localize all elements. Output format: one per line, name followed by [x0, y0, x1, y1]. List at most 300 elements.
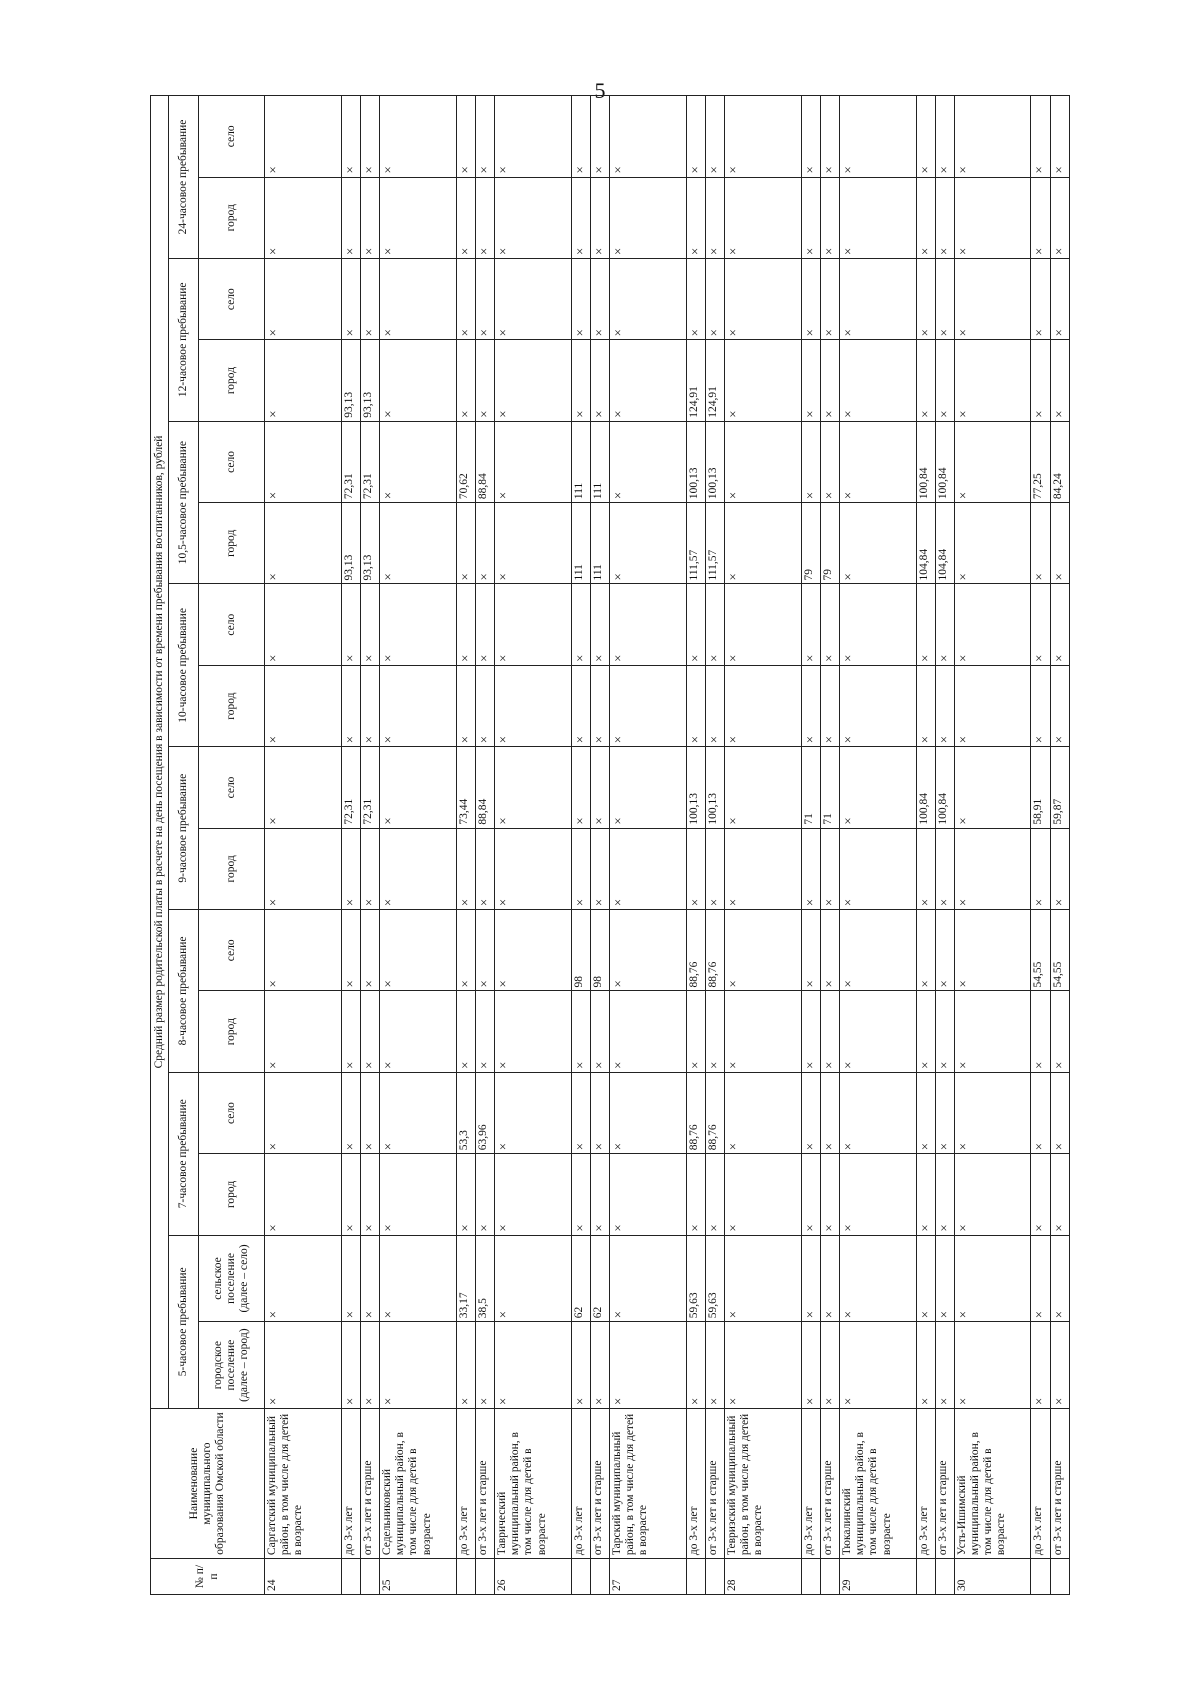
value-cell: × [916, 910, 935, 991]
value-cell: × [801, 1322, 820, 1409]
table-row [801, 96, 820, 1595]
value-cell: × [265, 1072, 342, 1153]
value-cell: 104,84 [916, 503, 935, 584]
value-cell: × [571, 1322, 590, 1409]
value-cell: × [820, 177, 839, 258]
value-cell: × [1050, 584, 1069, 665]
value-cell: × [379, 1154, 456, 1235]
value-cell: 59,87 [1050, 747, 1069, 828]
value-cell: × [265, 503, 342, 584]
value-cell: 124,91 [686, 340, 705, 421]
value-cell: × [954, 177, 1031, 258]
value-cell: × [475, 665, 494, 746]
value-cell: 71 [820, 747, 839, 828]
value-cell: × [935, 258, 954, 339]
header-sub-village: село [199, 910, 265, 991]
value-cell: × [609, 421, 686, 502]
value-cell: × [341, 665, 360, 746]
value-cell: × [686, 96, 705, 178]
value-cell: × [1031, 665, 1050, 746]
value-cell: × [705, 96, 724, 178]
table-row [590, 96, 609, 1595]
value-cell: × [801, 1072, 820, 1153]
row-num: 26 [494, 1559, 571, 1595]
value-cell: × [724, 258, 801, 339]
value-cell: × [590, 665, 609, 746]
value-cell: × [839, 747, 916, 828]
value-cell: × [341, 584, 360, 665]
row-name: Тарский муниципальный район, в том числе для детей в возрасте [609, 1408, 686, 1558]
row-num [820, 1559, 839, 1595]
row-num [801, 1559, 820, 1595]
value-cell: 100,84 [916, 421, 935, 502]
value-cell: × [609, 258, 686, 339]
value-cell: × [494, 421, 571, 502]
value-cell: × [839, 340, 916, 421]
value-cell: × [360, 584, 379, 665]
value-cell: × [839, 96, 916, 178]
value-cell: × [724, 584, 801, 665]
value-cell: × [820, 421, 839, 502]
value-cell: × [801, 177, 820, 258]
value-cell: × [265, 991, 342, 1072]
value-cell: × [935, 1235, 954, 1322]
value-cell: × [494, 503, 571, 584]
value-cell: 54,55 [1050, 910, 1069, 991]
value-cell: 93,13 [360, 340, 379, 421]
value-cell: × [609, 584, 686, 665]
value-cell: 111 [590, 503, 609, 584]
value-cell: × [590, 1072, 609, 1153]
value-cell: × [820, 584, 839, 665]
row-name: от 3-х лет и старше [1050, 1408, 1069, 1558]
value-cell: × [935, 584, 954, 665]
table-row [609, 96, 686, 1595]
value-cell: × [839, 503, 916, 584]
value-cell: × [839, 910, 916, 991]
value-cell: 111,57 [705, 503, 724, 584]
value-cell: × [609, 1322, 686, 1409]
row-name: Тевризский муниципальный район, в том числе для детей в возрасте [724, 1408, 801, 1558]
value-cell: × [954, 503, 1031, 584]
value-cell: 79 [801, 503, 820, 584]
row-name: до 3-х лет [1031, 1408, 1050, 1558]
header-sub-village: село [199, 584, 265, 665]
value-cell: × [379, 1322, 456, 1409]
value-cell: × [686, 991, 705, 1072]
header-group: 12-часовое пребывание [169, 258, 199, 421]
table-row [494, 96, 571, 1595]
value-cell: × [456, 1154, 475, 1235]
value-cell: 93,13 [360, 503, 379, 584]
value-cell: × [1031, 1072, 1050, 1153]
value-cell: × [456, 340, 475, 421]
value-cell: 100,13 [705, 747, 724, 828]
value-cell: × [801, 258, 820, 339]
rotated-table-container [150, 95, 1070, 1595]
value-cell: 58,91 [1031, 747, 1050, 828]
value-cell: × [571, 258, 590, 339]
header-sub-village: сельское поселение (далее – село) [199, 1235, 265, 1322]
value-cell: × [935, 991, 954, 1072]
value-cell: × [916, 340, 935, 421]
value-cell: 100,13 [686, 747, 705, 828]
value-cell: × [590, 258, 609, 339]
value-cell: × [590, 747, 609, 828]
value-cell: 124,91 [705, 340, 724, 421]
value-cell: × [801, 96, 820, 178]
value-cell: 111,57 [686, 503, 705, 584]
value-cell: × [609, 665, 686, 746]
value-cell: × [935, 665, 954, 746]
value-cell: × [475, 177, 494, 258]
value-cell: × [954, 1154, 1031, 1235]
value-cell: × [705, 1154, 724, 1235]
value-cell: × [724, 177, 801, 258]
value-cell: × [456, 503, 475, 584]
value-cell: × [724, 340, 801, 421]
value-cell: × [1050, 258, 1069, 339]
value-cell: × [494, 910, 571, 991]
row-name: от 3-х лет и старше [820, 1408, 839, 1558]
value-cell: 111 [590, 421, 609, 502]
value-cell: × [801, 665, 820, 746]
value-cell: 33,17 [456, 1235, 475, 1322]
value-cell: × [724, 1322, 801, 1409]
value-cell: × [954, 584, 1031, 665]
value-cell: × [839, 665, 916, 746]
value-cell: × [724, 421, 801, 502]
row-num [705, 1559, 724, 1595]
header-group: 10,5-часовое пребывание [169, 421, 199, 584]
value-cell: × [916, 1154, 935, 1235]
value-cell: × [1050, 665, 1069, 746]
value-cell: × [379, 665, 456, 746]
value-cell: × [916, 1322, 935, 1409]
value-cell: × [494, 1322, 571, 1409]
value-cell: 100,84 [935, 421, 954, 502]
value-cell: 62 [590, 1235, 609, 1322]
value-cell: × [379, 1235, 456, 1322]
value-cell: × [839, 258, 916, 339]
value-cell: × [590, 177, 609, 258]
value-cell: × [724, 991, 801, 1072]
value-cell: × [839, 584, 916, 665]
value-cell: × [494, 828, 571, 909]
value-cell: × [724, 665, 801, 746]
value-cell: × [609, 991, 686, 1072]
value-cell: × [839, 421, 916, 502]
value-cell: × [1031, 340, 1050, 421]
value-cell: × [1050, 1072, 1069, 1153]
table-row [341, 96, 360, 1595]
value-cell: 88,76 [705, 1072, 724, 1153]
value-cell: × [494, 258, 571, 339]
header-group: 5-часовое пребывание [169, 1235, 199, 1408]
value-cell: × [1031, 258, 1050, 339]
value-cell: × [801, 991, 820, 1072]
header-sub-city: городское поселение (далее – город) [199, 1322, 265, 1409]
table-row [571, 96, 590, 1595]
value-cell: × [475, 910, 494, 991]
value-cell: × [265, 747, 342, 828]
value-cell: 63,96 [475, 1072, 494, 1153]
value-cell: × [456, 96, 475, 178]
value-cell: × [820, 828, 839, 909]
table-row [1050, 96, 1069, 1595]
value-cell: × [705, 258, 724, 339]
value-cell: × [609, 1154, 686, 1235]
value-cell: × [590, 1154, 609, 1235]
value-cell: × [705, 665, 724, 746]
header-sub-city: город [199, 665, 265, 746]
value-cell: × [590, 828, 609, 909]
value-cell: × [265, 1154, 342, 1235]
value-cell: × [1031, 1154, 1050, 1235]
value-cell: × [475, 96, 494, 178]
value-cell: × [954, 665, 1031, 746]
value-cell: × [935, 1072, 954, 1153]
value-cell: 54,55 [1031, 910, 1050, 991]
value-cell: × [1050, 1235, 1069, 1322]
value-cell: × [341, 1322, 360, 1409]
value-cell: × [341, 177, 360, 258]
value-cell: × [686, 1154, 705, 1235]
value-cell: × [265, 421, 342, 502]
value-cell: × [494, 1235, 571, 1322]
value-cell: × [590, 1322, 609, 1409]
value-cell: × [379, 258, 456, 339]
value-cell: × [590, 96, 609, 178]
table-row [475, 96, 494, 1595]
header-group: 9-часовое пребывание [169, 747, 199, 910]
value-cell: × [475, 258, 494, 339]
row-name: Тюкалинский муниципальный район, в том числе для детей в возрасте [839, 1408, 916, 1558]
row-num [686, 1559, 705, 1595]
value-cell: × [475, 503, 494, 584]
value-cell: × [1050, 503, 1069, 584]
row-name: до 3-х лет [916, 1408, 935, 1558]
header-top: Средний размер родительской платы в расчете на день посещения в зависимости от времени пребывания воспитанников, рублей [151, 96, 169, 1409]
value-cell: × [686, 828, 705, 909]
row-num: 25 [379, 1559, 456, 1595]
value-cell: × [475, 1322, 494, 1409]
value-cell: 72,31 [341, 421, 360, 502]
value-cell: × [571, 340, 590, 421]
table-row [705, 96, 724, 1595]
value-cell: × [475, 1154, 494, 1235]
value-cell: × [935, 340, 954, 421]
value-cell: × [1031, 177, 1050, 258]
row-name: Таврический муниципальный район, в том числе для детей в возрасте [494, 1408, 571, 1558]
value-cell: × [571, 828, 590, 909]
value-cell: × [494, 991, 571, 1072]
value-cell: × [935, 1154, 954, 1235]
value-cell: × [456, 1322, 475, 1409]
value-cell: × [935, 96, 954, 178]
value-cell: × [360, 1322, 379, 1409]
value-cell: × [571, 1154, 590, 1235]
value-cell: × [360, 1235, 379, 1322]
value-cell: × [360, 96, 379, 178]
value-cell: × [686, 1322, 705, 1409]
value-cell: × [801, 340, 820, 421]
value-cell: × [705, 991, 724, 1072]
row-num: 24 [265, 1559, 342, 1595]
value-cell: × [839, 828, 916, 909]
row-num [456, 1559, 475, 1595]
table-row [935, 96, 954, 1595]
value-cell: × [341, 258, 360, 339]
row-num [341, 1559, 360, 1595]
value-cell: × [820, 340, 839, 421]
value-cell: × [724, 503, 801, 584]
value-cell: × [954, 991, 1031, 1072]
value-cell: × [494, 1154, 571, 1235]
value-cell: × [494, 96, 571, 178]
value-cell: × [456, 991, 475, 1072]
value-cell: × [935, 910, 954, 991]
row-num [1031, 1559, 1050, 1595]
value-cell: × [265, 1322, 342, 1409]
value-cell: × [265, 584, 342, 665]
value-cell: × [571, 1072, 590, 1153]
row-name: от 3-х лет и старше [360, 1408, 379, 1558]
value-cell: × [724, 1072, 801, 1153]
row-num [935, 1559, 954, 1595]
value-cell: × [916, 665, 935, 746]
header-sub-city: город [199, 991, 265, 1072]
row-num: 27 [609, 1559, 686, 1595]
value-cell: 98 [590, 910, 609, 991]
value-cell: × [1031, 584, 1050, 665]
value-cell: × [1050, 177, 1069, 258]
value-cell: × [475, 828, 494, 909]
value-cell: 111 [571, 421, 590, 502]
value-cell: × [801, 1154, 820, 1235]
header-sub-village: село [199, 747, 265, 828]
value-cell: × [839, 1322, 916, 1409]
value-cell: × [954, 1235, 1031, 1322]
value-cell: 62 [571, 1235, 590, 1322]
value-cell: 88,76 [705, 910, 724, 991]
value-cell: 72,31 [341, 747, 360, 828]
value-cell: × [705, 828, 724, 909]
value-cell: × [341, 96, 360, 178]
table-row [686, 96, 705, 1595]
value-cell: × [839, 991, 916, 1072]
value-cell: × [341, 1072, 360, 1153]
value-cell: × [379, 177, 456, 258]
value-cell: × [686, 258, 705, 339]
value-cell: × [609, 96, 686, 178]
value-cell: 70,62 [456, 421, 475, 502]
value-cell: × [590, 584, 609, 665]
value-cell: × [590, 340, 609, 421]
value-cell: × [341, 910, 360, 991]
value-cell: 72,31 [360, 747, 379, 828]
value-cell: 111 [571, 503, 590, 584]
table-row [916, 96, 935, 1595]
value-cell: 93,13 [341, 340, 360, 421]
value-cell: × [456, 177, 475, 258]
value-cell: × [820, 1154, 839, 1235]
value-cell: × [379, 747, 456, 828]
value-cell: × [360, 1072, 379, 1153]
row-num [475, 1559, 494, 1595]
value-cell: 59,63 [686, 1235, 705, 1322]
value-cell: × [724, 1235, 801, 1322]
value-cell: × [265, 828, 342, 909]
value-cell: × [801, 828, 820, 909]
table-row [360, 96, 379, 1595]
value-cell: × [571, 177, 590, 258]
value-cell: × [609, 340, 686, 421]
value-cell: × [801, 1235, 820, 1322]
value-cell: × [820, 1072, 839, 1153]
value-cell: 88,84 [475, 421, 494, 502]
value-cell: × [609, 828, 686, 909]
value-cell: × [360, 177, 379, 258]
value-cell: × [590, 991, 609, 1072]
value-cell: × [839, 1072, 916, 1153]
table-row [1031, 96, 1050, 1595]
value-cell: × [1050, 96, 1069, 178]
value-cell: × [820, 991, 839, 1072]
value-cell: × [360, 1154, 379, 1235]
value-cell: × [839, 177, 916, 258]
value-cell: × [609, 910, 686, 991]
value-cell: × [379, 1072, 456, 1153]
value-cell: × [379, 421, 456, 502]
value-cell: × [724, 96, 801, 178]
value-cell: × [839, 1154, 916, 1235]
row-name: от 3-х лет и старше [705, 1408, 724, 1558]
value-cell: × [820, 96, 839, 178]
value-cell: 100,84 [916, 747, 935, 828]
value-cell: × [1031, 1322, 1050, 1409]
value-cell: × [571, 665, 590, 746]
header-sub-city: город [199, 828, 265, 909]
value-cell: × [1050, 1322, 1069, 1409]
row-num [590, 1559, 609, 1595]
value-cell: × [801, 584, 820, 665]
row-num: 30 [954, 1559, 1031, 1595]
value-cell: × [360, 991, 379, 1072]
value-cell: × [494, 177, 571, 258]
value-cell: × [456, 665, 475, 746]
header-group: 8-часовое пребывание [169, 910, 199, 1073]
value-cell: × [379, 96, 456, 178]
value-cell: 72,31 [360, 421, 379, 502]
table-row [954, 96, 1031, 1595]
value-cell: × [954, 258, 1031, 339]
value-cell: 53,3 [456, 1072, 475, 1153]
value-cell: × [801, 910, 820, 991]
header-sub-village: село [199, 1072, 265, 1153]
value-cell: × [954, 747, 1031, 828]
value-cell: × [265, 910, 342, 991]
table-row [820, 96, 839, 1595]
row-name: до 3-х лет [686, 1408, 705, 1558]
value-cell: × [494, 340, 571, 421]
table-row [839, 96, 916, 1595]
value-cell: × [916, 96, 935, 178]
value-cell: × [379, 828, 456, 909]
value-cell: × [954, 96, 1031, 178]
value-cell: × [265, 177, 342, 258]
row-name: до 3-х лет [801, 1408, 820, 1558]
